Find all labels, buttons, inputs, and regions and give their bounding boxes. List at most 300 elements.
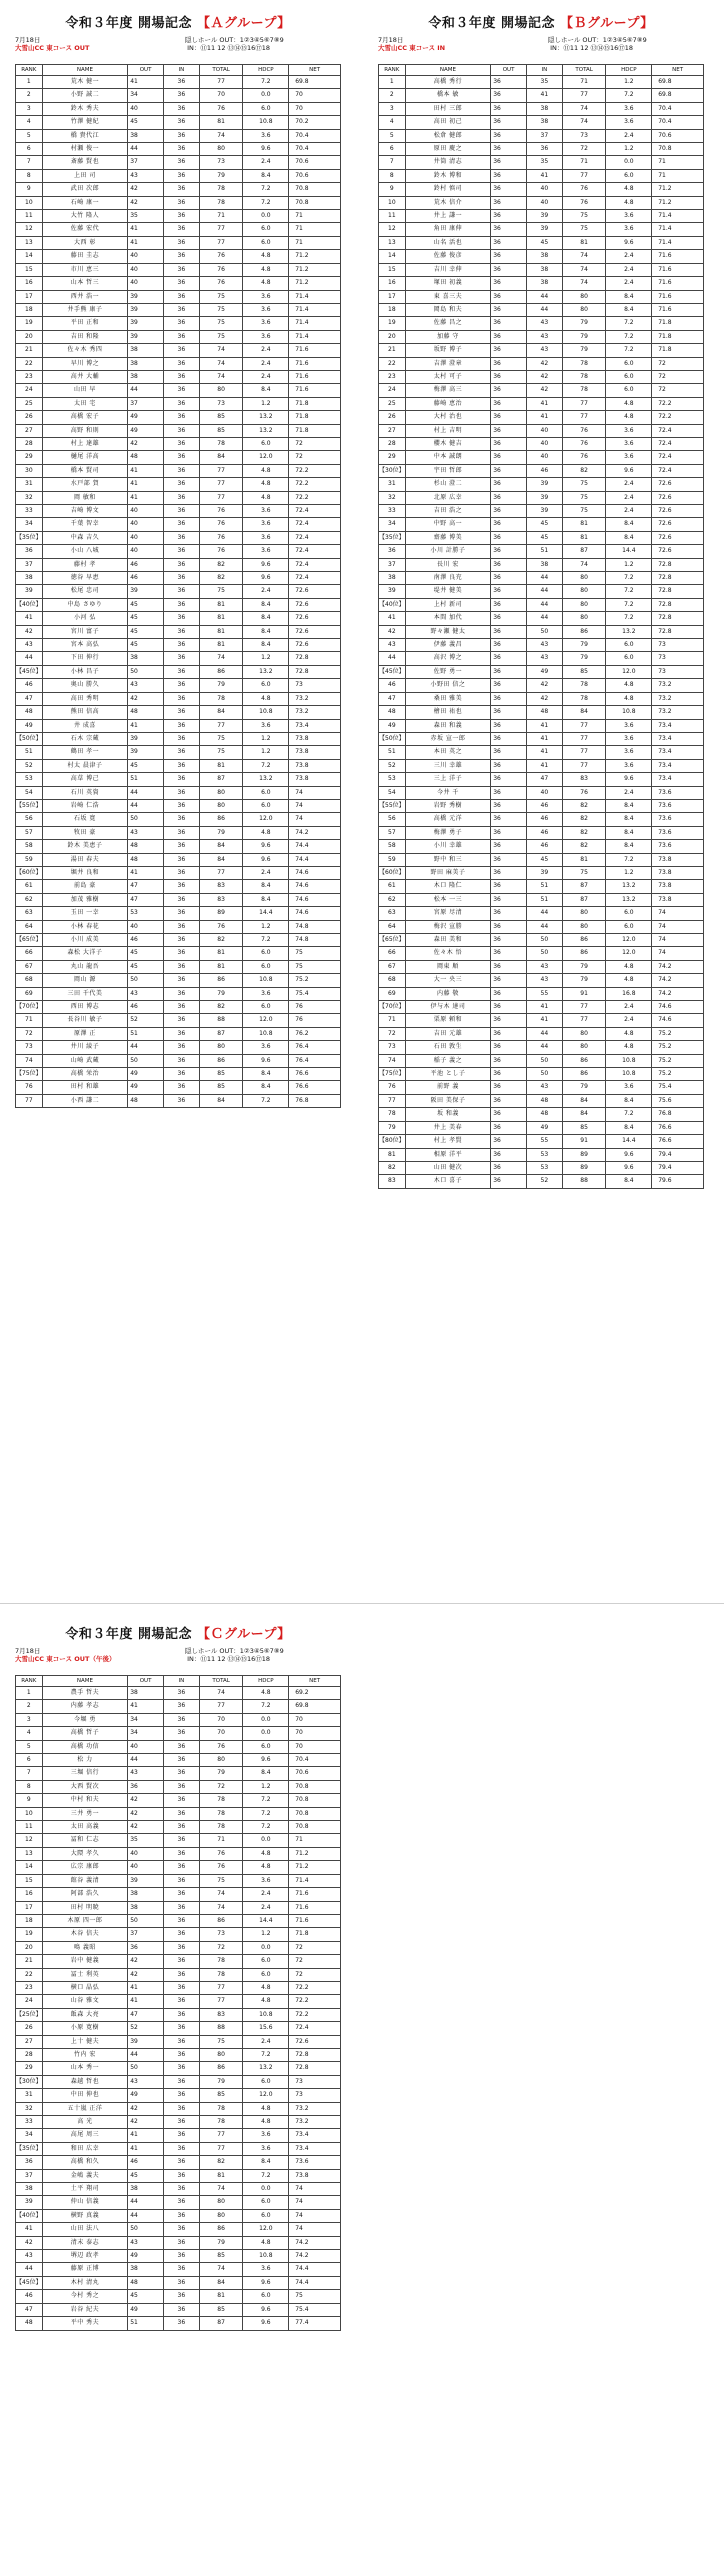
out-score-cell: 45 [128, 598, 164, 611]
net-score-cell: 74.8 [289, 920, 341, 933]
name-cell: 荒木 健一 [42, 76, 128, 89]
out-score-cell: 36 [491, 330, 527, 343]
total-score-cell: 81 [562, 531, 606, 544]
hdcp-cell: 2.4 [606, 786, 652, 799]
hdcp-cell: 8.4 [606, 1175, 652, 1188]
hdcp-cell: 7.2 [243, 196, 289, 209]
net-score-cell: 70.4 [652, 102, 704, 115]
net-score-cell: 74.6 [289, 866, 341, 879]
rank-cell: 59 [379, 853, 406, 866]
hdcp-cell: 9.6 [243, 840, 289, 853]
name-cell: 石川 英資 [42, 786, 128, 799]
total-score-cell: 77 [199, 478, 243, 491]
in-score-cell: 36 [163, 880, 199, 893]
hdcp-cell: 6.0 [243, 1740, 289, 1753]
rank-cell: 52 [16, 759, 43, 772]
total-score-cell: 77 [199, 76, 243, 89]
name-cell: 角田 康伸 [405, 223, 491, 236]
net-score-cell: 71.6 [289, 344, 341, 357]
rank-cell: 4 [16, 116, 43, 129]
name-cell: 土平 翔司 [42, 2183, 128, 2196]
name-cell: 稲子 義之 [405, 1054, 491, 1067]
in-score-cell: 50 [526, 934, 562, 947]
table-row [16, 1027, 341, 1040]
out-score-cell: 36 [491, 89, 527, 102]
name-header: NAME [42, 65, 128, 76]
in-score-cell: 42 [526, 384, 562, 397]
net-score-cell: 72 [652, 384, 704, 397]
out-score-cell: 42 [128, 1821, 164, 1834]
out-score-cell: 36 [491, 102, 527, 115]
in-score-cell: 36 [163, 545, 199, 558]
table-row [16, 317, 341, 330]
net-score-cell: 73.2 [652, 692, 704, 705]
name-cell: 野々瀬 健太 [405, 625, 491, 638]
rank-cell: 33 [379, 505, 406, 518]
total-score-cell: 80 [199, 799, 243, 812]
net-score-cell: 71 [289, 210, 341, 223]
hdcp-cell: 4.8 [606, 1027, 652, 1040]
hdcp-cell: 3.6 [606, 1081, 652, 1094]
rank-cell: 【30位】 [16, 2075, 43, 2088]
out-score-cell: 40 [128, 920, 164, 933]
hdcp-cell: 4.8 [243, 692, 289, 705]
out-score-cell: 36 [491, 1135, 527, 1148]
in-score-cell: 36 [163, 1955, 199, 1968]
name-cell: 金嶋 義夫 [42, 2169, 128, 2182]
total-score-cell: 76 [199, 920, 243, 933]
in-score-cell: 36 [163, 2276, 199, 2289]
rank-cell: 38 [16, 572, 43, 585]
total-score-cell: 81 [199, 639, 243, 652]
name-header: NAME [405, 65, 491, 76]
name-cell: 斎藤 賢也 [42, 156, 128, 169]
out-score-cell: 37 [128, 397, 164, 410]
in-score-cell: 42 [526, 357, 562, 370]
total-score-cell: 76 [199, 250, 243, 263]
table-row [16, 384, 341, 397]
name-cell: 上村 新司 [405, 598, 491, 611]
rank-cell: 23 [16, 370, 43, 383]
hdcp-cell: 4.8 [606, 397, 652, 410]
total-score-cell: 84 [562, 1094, 606, 1107]
net-score-cell: 71.6 [289, 384, 341, 397]
name-cell: 今井 千 [405, 786, 491, 799]
name-cell: 井川 綾子 [42, 1041, 128, 1054]
hdcp-cell: 2.4 [606, 491, 652, 504]
net-score-cell: 74.2 [289, 2250, 341, 2263]
in-score-cell: 41 [526, 719, 562, 732]
hdcp-cell: 3.6 [243, 987, 289, 1000]
rank-cell: 21 [16, 344, 43, 357]
total-score-cell: 86 [199, 2223, 243, 2236]
out-score-cell: 36 [491, 880, 527, 893]
table-row [16, 370, 341, 383]
hdcp-cell: 13.2 [606, 893, 652, 906]
in-score-cell: 41 [526, 746, 562, 759]
out-score-cell: 36 [491, 303, 527, 316]
total-score-cell: 79 [199, 2075, 243, 2088]
net-score-cell: 73.4 [652, 773, 704, 786]
rank-cell: 63 [16, 907, 43, 920]
name-cell: 鈴木 博和 [405, 169, 491, 182]
out-score-cell: 36 [491, 156, 527, 169]
total-score-cell: 80 [199, 143, 243, 156]
table-row [16, 236, 341, 249]
net-score-cell: 71.6 [652, 277, 704, 290]
total-score-cell: 84 [199, 706, 243, 719]
name-cell: 堀井 良和 [42, 866, 128, 879]
net-score-cell: 73.2 [652, 679, 704, 692]
table-row [16, 2290, 341, 2303]
in-score-cell: 36 [163, 210, 199, 223]
out-score-cell: 36 [491, 692, 527, 705]
out-score-cell: 46 [128, 2156, 164, 2169]
net-score-cell: 73.4 [652, 719, 704, 732]
rank-cell: 1 [16, 76, 43, 89]
in-score-cell: 43 [526, 330, 562, 343]
rank-cell: 36 [16, 2156, 43, 2169]
net-score-cell: 71 [289, 1834, 341, 1847]
name-header: NAME [42, 1676, 128, 1687]
hdcp-cell: 1.2 [606, 866, 652, 879]
rank-cell: 11 [16, 210, 43, 223]
total-score-cell: 78 [562, 357, 606, 370]
name-cell: 熊田 信高 [42, 706, 128, 719]
table-body [16, 76, 341, 1108]
table-row [16, 76, 341, 89]
hdcp-cell: 3.6 [243, 2263, 289, 2276]
hdcp-cell: 8.4 [243, 169, 289, 182]
in-score-cell: 36 [163, 759, 199, 772]
net-score-cell: 70.8 [289, 183, 341, 196]
in-score-cell: 36 [163, 344, 199, 357]
net-score-cell: 74.6 [289, 880, 341, 893]
total-score-cell: 86 [199, 1914, 243, 1927]
in-score-cell: 37 [526, 129, 562, 142]
in-score-cell: 36 [163, 505, 199, 518]
rank-cell: 27 [16, 2035, 43, 2048]
in-score-cell: 36 [163, 2236, 199, 2249]
rank-cell: 【75位】 [16, 1068, 43, 1081]
table-row [379, 826, 704, 839]
hdcp-cell: 10.8 [243, 2250, 289, 2263]
table-row [16, 773, 341, 786]
table-row [379, 102, 704, 115]
net-score-cell: 72.6 [652, 531, 704, 544]
hidden-holes: 隠しホール OUT：1②3④5⑥7⑧9 IN：⑪11 12 ⑬⑭⑮16⑰18 [548, 36, 647, 52]
table-row [16, 2116, 341, 2129]
out-score-cell: 36 [491, 223, 527, 236]
net-score-cell: 72.8 [289, 665, 341, 678]
total-score-cell: 86 [562, 934, 606, 947]
rank-cell: 8 [16, 1780, 43, 1793]
name-cell: 高橋 秀行 [405, 76, 491, 89]
name-cell: 高橋 宏子 [42, 411, 128, 424]
out-score-cell: 36 [491, 317, 527, 330]
net-score-cell: 72 [289, 437, 341, 450]
net-score-cell: 71.8 [289, 424, 341, 437]
table-row [379, 786, 704, 799]
in-score-cell: 41 [526, 89, 562, 102]
name-cell: 木谷 信夫 [42, 1928, 128, 1941]
total-score-cell: 75 [199, 585, 243, 598]
name-cell: 高橋 元洋 [405, 813, 491, 826]
table-row [16, 2142, 341, 2155]
in-score-cell: 36 [163, 1821, 199, 1834]
in-header: IN [526, 65, 562, 76]
out-score-cell: 40 [128, 1847, 164, 1860]
total-score-cell: 88 [199, 1014, 243, 1027]
rank-cell: 2 [16, 89, 43, 102]
out-score-cell: 36 [491, 558, 527, 571]
total-score-cell: 72 [562, 143, 606, 156]
table-row [16, 732, 341, 745]
hdcp-cell: 3.6 [243, 303, 289, 316]
out-score-cell: 52 [128, 1014, 164, 1027]
name-cell: 宮本 高弘 [42, 639, 128, 652]
hdcp-cell: 0.0 [243, 210, 289, 223]
table-row [379, 76, 704, 89]
rank-cell: 47 [16, 692, 43, 705]
table-row [379, 1027, 704, 1040]
in-score-cell: 36 [163, 1914, 199, 1927]
net-score-cell: 73.8 [289, 732, 341, 745]
name-cell: 丸山 龍吾 [42, 960, 128, 973]
out-score-cell: 50 [128, 813, 164, 826]
out-score-cell: 36 [491, 344, 527, 357]
rank-cell: 22 [16, 357, 43, 370]
hdcp-cell: 9.6 [243, 2276, 289, 2289]
name-cell: 三上 洋子 [405, 773, 491, 786]
table-row [16, 1687, 341, 1700]
out-score-cell: 49 [128, 411, 164, 424]
table-row [379, 679, 704, 692]
out-score-cell: 38 [128, 1901, 164, 1914]
name-cell: 村瀬 俊一 [42, 143, 128, 156]
net-score-cell: 71.4 [289, 290, 341, 303]
net-score-cell: 74.4 [289, 2263, 341, 2276]
in-score-cell: 36 [163, 1713, 199, 1726]
name-cell: 本田 英之 [405, 746, 491, 759]
hidden-holes: 隠しホール OUT：1②3④5⑥7⑧9 IN：⑪11 12 ⑬⑭⑮16⑰18 [185, 1647, 284, 1663]
rank-cell: 22 [16, 1968, 43, 1981]
hdcp-cell: 4.8 [243, 1995, 289, 2008]
name-cell: 中村 和夫 [42, 1794, 128, 1807]
out-score-cell: 45 [128, 639, 164, 652]
out-score-cell: 36 [491, 196, 527, 209]
table-row [16, 223, 341, 236]
rank-cell: 【30位】 [379, 464, 406, 477]
net-score-cell: 71.2 [652, 183, 704, 196]
rank-cell: 6 [379, 143, 406, 156]
out-score-cell: 48 [128, 840, 164, 853]
table-row [379, 384, 704, 397]
hdcp-cell: 8.4 [606, 1094, 652, 1107]
net-score-cell: 73 [652, 652, 704, 665]
net-score-cell: 71 [289, 236, 341, 249]
rank-cell: 31 [379, 478, 406, 491]
net-score-cell: 72.4 [652, 424, 704, 437]
in-score-cell: 42 [526, 692, 562, 705]
hdcp-cell: 8.4 [606, 840, 652, 853]
out-score-cell: 36 [491, 960, 527, 973]
hdcp-cell: 2.4 [606, 129, 652, 142]
name-cell: 梅澤 高三 [405, 384, 491, 397]
hdcp-cell: 8.4 [606, 290, 652, 303]
in-score-cell: 36 [163, 960, 199, 973]
in-score-cell: 36 [163, 183, 199, 196]
out-score-cell: 44 [128, 2048, 164, 2061]
name-cell: 鈴村 慎司 [405, 183, 491, 196]
total-score-cell: 83 [562, 773, 606, 786]
in-score-cell: 46 [526, 464, 562, 477]
name-cell: 村上 吉明 [405, 424, 491, 437]
total-score-cell: 83 [199, 893, 243, 906]
in-score-cell: 36 [163, 2035, 199, 2048]
out-score-cell: 42 [128, 1955, 164, 1968]
total-score-cell: 85 [199, 2303, 243, 2316]
name-cell: 小野 誠二 [42, 89, 128, 102]
hdcp-cell: 10.8 [243, 706, 289, 719]
table-row [16, 585, 341, 598]
total-score-cell: 74 [562, 116, 606, 129]
total-score-cell: 81 [199, 116, 243, 129]
in-score-cell: 36 [163, 89, 199, 102]
hdcp-cell: 4.8 [606, 1041, 652, 1054]
net-score-cell: 75.2 [652, 1027, 704, 1040]
total-score-cell: 74 [562, 263, 606, 276]
out-score-cell: 50 [128, 2062, 164, 2075]
table-row [16, 2048, 341, 2061]
net-score-cell: 73.4 [289, 2129, 341, 2142]
out-score-cell: 36 [491, 746, 527, 759]
total-score-cell: 81 [562, 853, 606, 866]
net-score-cell: 73.4 [289, 2142, 341, 2155]
name-cell: 鶴田 孝一 [42, 746, 128, 759]
rank-cell: 72 [379, 1027, 406, 1040]
rank-cell: 【40位】 [16, 2209, 43, 2222]
hdcp-cell: 9.6 [606, 236, 652, 249]
total-score-cell: 76 [562, 451, 606, 464]
total-score-cell: 85 [199, 2089, 243, 2102]
in-score-cell: 44 [526, 920, 562, 933]
in-score-cell: 41 [526, 759, 562, 772]
table-row [379, 920, 704, 933]
total-score-cell: 78 [199, 1955, 243, 1968]
out-score-cell: 42 [128, 2116, 164, 2129]
page-separator [0, 1603, 724, 1604]
rank-cell: 72 [16, 1027, 43, 1040]
name-cell: 吉田 元雄 [405, 1027, 491, 1040]
out-score-cell: 39 [128, 1874, 164, 1887]
table-row [16, 1014, 341, 1027]
table-row [16, 411, 341, 424]
hdcp-cell: 3.6 [606, 451, 652, 464]
rank-cell: 51 [379, 746, 406, 759]
rank-cell: 34 [16, 518, 43, 531]
hdcp-cell: 10.8 [243, 1027, 289, 1040]
rank-cell: 67 [16, 960, 43, 973]
hdcp-cell: 7.2 [606, 598, 652, 611]
out-score-cell: 43 [128, 169, 164, 182]
name-cell: 小川 幸雄 [405, 840, 491, 853]
rank-cell: 48 [16, 706, 43, 719]
hdcp-header: HDCP [606, 65, 652, 76]
table-row [16, 598, 341, 611]
table-row [16, 1995, 341, 2008]
name-cell: 北原 広幸 [405, 491, 491, 504]
total-score-cell: 77 [562, 746, 606, 759]
net-score-cell: 77.4 [289, 2317, 341, 2330]
total-score-cell: 80 [562, 907, 606, 920]
total-score-cell: 91 [562, 987, 606, 1000]
in-score-cell: 43 [526, 652, 562, 665]
rank-cell: 【75位】 [379, 1068, 406, 1081]
total-score-cell: 84 [562, 1108, 606, 1121]
in-score-cell: 38 [526, 102, 562, 115]
rank-cell: 34 [16, 2129, 43, 2142]
table-row [16, 290, 341, 303]
net-score-cell: 70.4 [289, 1754, 341, 1767]
hdcp-cell: 1.2 [243, 397, 289, 410]
out-score-cell: 38 [128, 1687, 164, 1700]
total-score-cell: 75 [562, 223, 606, 236]
total-score-cell: 82 [199, 934, 243, 947]
hdcp-cell: 9.6 [243, 572, 289, 585]
net-score-cell: 72.6 [652, 545, 704, 558]
out-score-cell: 50 [128, 665, 164, 678]
rank-cell: 14 [379, 250, 406, 263]
rank-cell: 49 [379, 719, 406, 732]
out-score-cell: 36 [491, 853, 527, 866]
in-score-cell: 36 [163, 1968, 199, 1981]
hdcp-cell: 7.2 [243, 76, 289, 89]
total-score-cell: 89 [562, 1148, 606, 1161]
event-date: 7月18日 [15, 1647, 41, 1655]
out-score-cell: 41 [128, 478, 164, 491]
total-score-cell: 78 [562, 692, 606, 705]
rank-header: RANK [16, 1676, 43, 1687]
total-score-cell: 87 [199, 773, 243, 786]
net-score-cell: 72.6 [289, 598, 341, 611]
rank-cell: 38 [16, 2183, 43, 2196]
in-score-cell: 36 [163, 732, 199, 745]
in-score-cell: 36 [163, 773, 199, 786]
total-score-cell: 78 [199, 2116, 243, 2129]
name-cell: 徳谷 早恵 [42, 572, 128, 585]
name-cell: 森田 和義 [405, 719, 491, 732]
hdcp-cell: 4.8 [243, 2236, 289, 2249]
in-score-cell: 36 [163, 585, 199, 598]
total-score-cell: 76 [199, 277, 243, 290]
total-score-cell: 81 [199, 947, 243, 960]
table-row [16, 665, 341, 678]
in-score-cell: 36 [163, 558, 199, 571]
hdcp-cell: 13.2 [243, 411, 289, 424]
rank-cell: 【65位】 [379, 934, 406, 947]
in-score-cell: 36 [163, 397, 199, 410]
total-score-cell: 78 [199, 692, 243, 705]
rank-cell: 【65位】 [16, 934, 43, 947]
in-score-cell: 36 [163, 920, 199, 933]
table-body [16, 1687, 341, 2331]
name-cell: 前野 義 [405, 1081, 491, 1094]
out-score-cell: 36 [491, 652, 527, 665]
total-score-cell: 80 [199, 2048, 243, 2061]
hdcp-cell: 8.4 [243, 1767, 289, 1780]
table-row [379, 1041, 704, 1054]
